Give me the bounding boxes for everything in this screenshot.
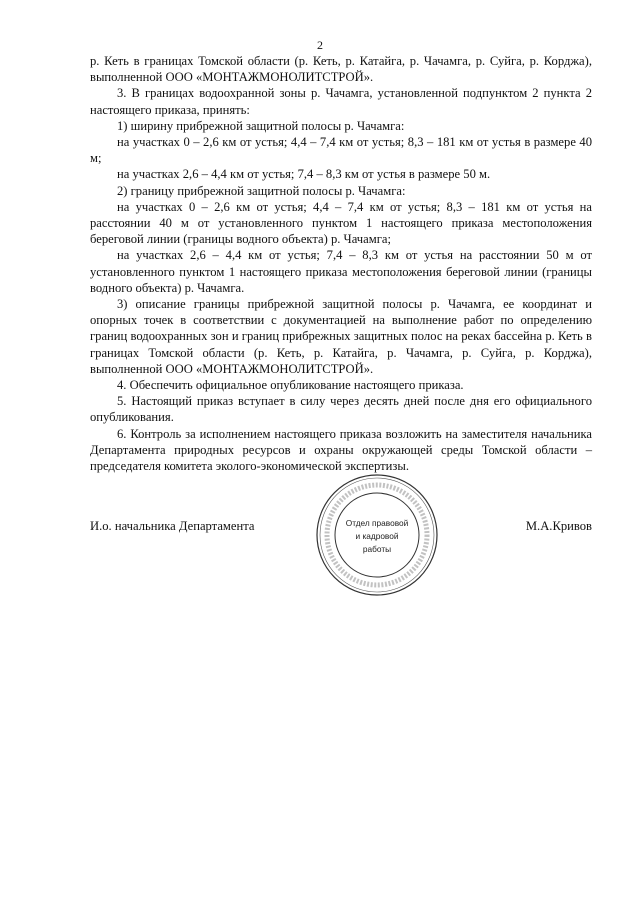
paragraph: р. Кеть в границах Томской области (р. Кеть, р. Катайга, р. Чачамга, р. Суйга, р. Корджа), выполненной ООО «МОНТАЖМОНОЛИТСТРОЙ». [90,54,592,85]
paragraph: на участках 0 – 2,6 км от устья; 4,4 – 7,4 км от устья; 8,3 – 181 км от устья на расстоянии 40 м от установленного пунктом 1 настоящего приказа местоположения береговой линии (границы водного объекта) р. Чачамга; [90,199,592,247]
stamp-line-3: работы [362,544,392,554]
paragraph: 6. Контроль за исполнением настоящего приказа возложить на заместителя начальника Департамента природных ресурсов и охраны окружающей среды Томской области – председателя комитета эколого-экономической экспертизы. [90,426,592,474]
department-stamp [312,470,442,600]
paragraph: 5. Настоящий приказ вступает в силу через десять дней после дня его официального опубликования. [90,394,592,425]
stamp-line-1: Отдел правовой [345,518,409,528]
paragraph: на участках 2,6 – 4,4 км от устья; 7,4 – 8,3 км от устья на расстоянии 50 м от установленного пунктом 1 настоящего приказа местоположения береговой линии (границы водного объекта) р. Чачамга. [90,248,592,295]
paragraph: 4. Обеспечить официальное опубликование настоящего приказа. [117,378,464,393]
stamp-line-2: и кадровой [355,531,399,541]
paragraph: 3. В границах водоохранной зоны р. Чачамга, установленной подпунктом 2 пункта 2 настоящего приказа, принять: [90,86,592,117]
signatory-name: М.А.Кривов [525,519,592,533]
document-body [90,53,592,474]
paragraph: 1) ширину прибрежной защитной полосы р. Чачамга: [117,118,405,133]
page-number: 2 [317,38,323,52]
paragraph: 3) описание границы прибрежной защитной полосы р. Чачамга, ее координат и опорных точек в соответствии с документацией на выполнение работ по определению границ водоохранных зон и границ прибрежных защитных полос на реках бассейна р. Кеть в границах Томской области (р. Кеть, р. Катайга, р. Чачамга, р. Суйга, р. Корджа), выполненной ООО «МОНТАЖМОНОЛИТСТРОЙ». [90,297,592,376]
paragraph: 2) границу прибрежной защитной полосы р. Чачамга: [117,183,406,198]
paragraph: на участках 2,6 – 4,4 км от устья; 7,4 – 8,3 км от устья в размере 50 м. [117,167,491,182]
paragraph: на участках 0 – 2,6 км от устья; 4,4 – 7,4 км от устья; 8,3 – 181 км от устья в размере 40 м; [90,135,592,166]
signatory-title: И.о. начальника Департамента [90,519,255,533]
